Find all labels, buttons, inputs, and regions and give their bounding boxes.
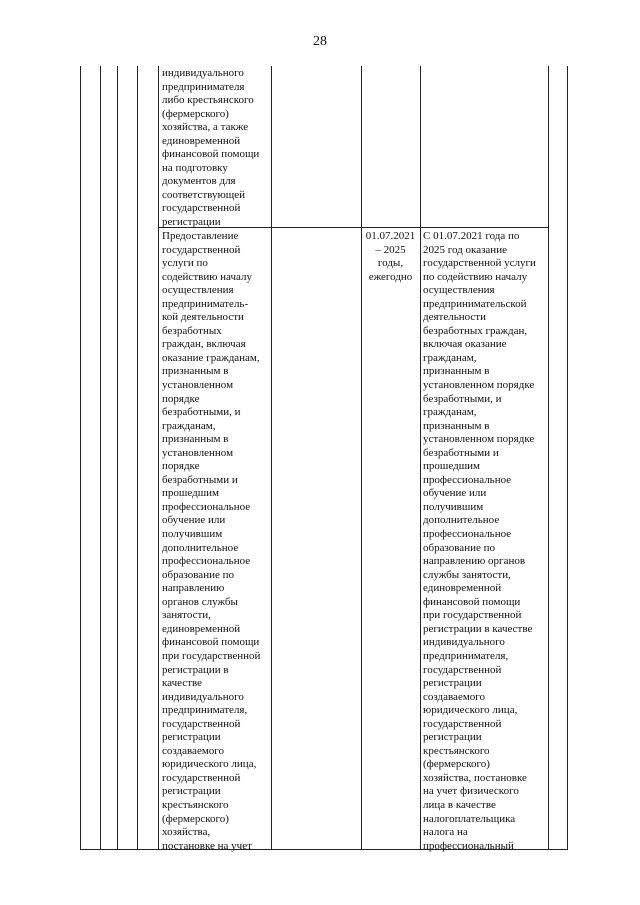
column-divider [361,66,362,849]
table-cell-description-continued: индивидуального предпринимателя либо крестьянского (фермерского) хозяйства, а также единовременной финансовой помощи на подготовку документов для соответствующей государственной регистрации [162,67,260,229]
column-divider [548,66,549,849]
column-divider [158,66,159,849]
table-cell-period: 01.07.2021 – 2025 годы, ежегодно [365,230,416,283]
column-divider [100,66,101,849]
table [80,66,568,850]
page-number: 28 [313,34,327,49]
table-cell-result: С 01.07.2021 года по 2025 год оказание государственной услуги по содействию началу осуществления предпринимательской деятельности безработных граждан, включая оказание гражданам, признанным в установленном порядке безработными, и гражданам, признанным в установленном порядке безработными и прошедшим профессиональное обучение или получившим дополнительное профессиональное образование по направлению органов службы занятости, единовременной финансовой помощи при государственной регистрации в качестве индивидуального предпринимателя, государственной регистрации создаваемого юридического лица, государственной регистрации крестьянского (фермерского) хозяйства, постановке на учет физического лица в качестве налогоплательщика налога на профессиональный [423,230,536,852]
column-divider [420,66,421,849]
column-divider [137,66,138,849]
column-divider [117,66,118,849]
table-cell-description: Предоставление государственной услуги по содействию началу осуществления предприниматель- кой деятельности безработных граждан, включая оказание гражданам, признанным в установленном порядке безработными, и гражданам, признанным в установленном порядке безработными и прошедшим профессиональное обучение или получившим дополнительное профессиональное образование по направлению органов службы занятости, единовременной финансовой помощи при государственной регистрации в качестве индивидуального предпринимателя, государственной регистрации создаваемого юридического лица, государственной регистрации крестьянского (фермерского) хозяйства, постановке на учет [162,230,261,852]
